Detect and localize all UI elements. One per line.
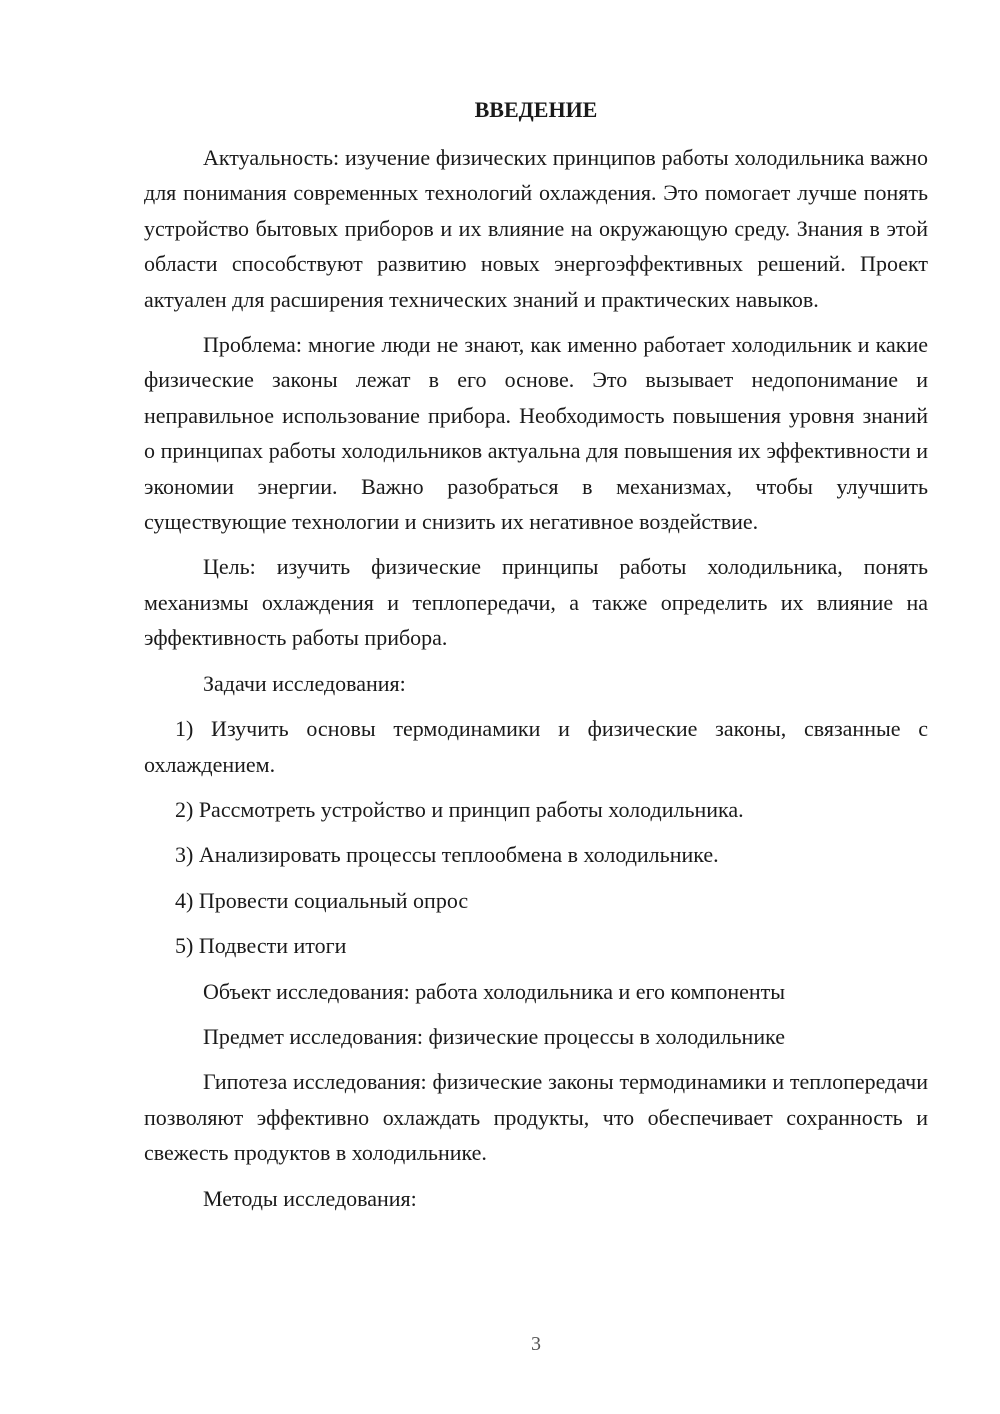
page-title: ВВЕДЕНИЕ [474,97,598,122]
task-item-2: 2) Рассмотреть устройство и принцип работы холодильника. [175,796,744,822]
document-page [144,92,928,1216]
research-hypothesis: Гипотеза исследования: физические законы термодинамики и теплопередачи позволяют эффективно охлаждать продукты, что обеспечивает сохранность и свежесть продуктов в холодильнике. [144,1069,928,1166]
task-item-4: 4) Провести социальный опрос [175,887,469,913]
page-number: 3 [531,1333,541,1355]
research-subject: Предмет исследования: физические процессы в холодильнике [203,1023,786,1049]
goal-paragraph: Цель: изучить физические принципы работы холодильника, понять механизмы охлаждения и теплопередачи, а также определить их влияние на эффективность работы прибора. [144,554,928,651]
research-object: Объект исследования: работа холодильника и его компоненты [203,978,786,1004]
research-methods: Методы исследования: [203,1185,417,1211]
task-item-1: 1) Изучить основы термодинамики и физические законы, связанные с охлаждением. [144,716,928,777]
task-item-5: 5) Подвести итоги [175,933,347,959]
relevance-paragraph: Актуальность: изучение физических принципов работы холодильника важно для понимания современных технологий охлаждения. Это помогает лучше понять устройство бытовых приборов и их влияние на окружающую среду. Знания в этой области способствуют развитию новых энергоэффективных решений. Проект актуален для расширения технических знаний и практических навыков. [144,145,928,312]
task-item-3: 3) Анализировать процессы теплообмена в холодильнике. [175,842,719,868]
tasks-heading: Задачи исследования: [203,670,406,696]
problem-paragraph: Проблема: многие люди не знают, как именно работает холодильник и какие физические законы лежат в его основе. Это вызывает недопонимание и неправильное использование прибора. Необходимость повышения уровня знаний о принципах работы холодильников актуальна для повышения их эффективности и экономии энергии. Важно разобраться в механизмах, чтобы улучшить существующие технологии и снизить их негативное воздействие. [144,332,928,535]
